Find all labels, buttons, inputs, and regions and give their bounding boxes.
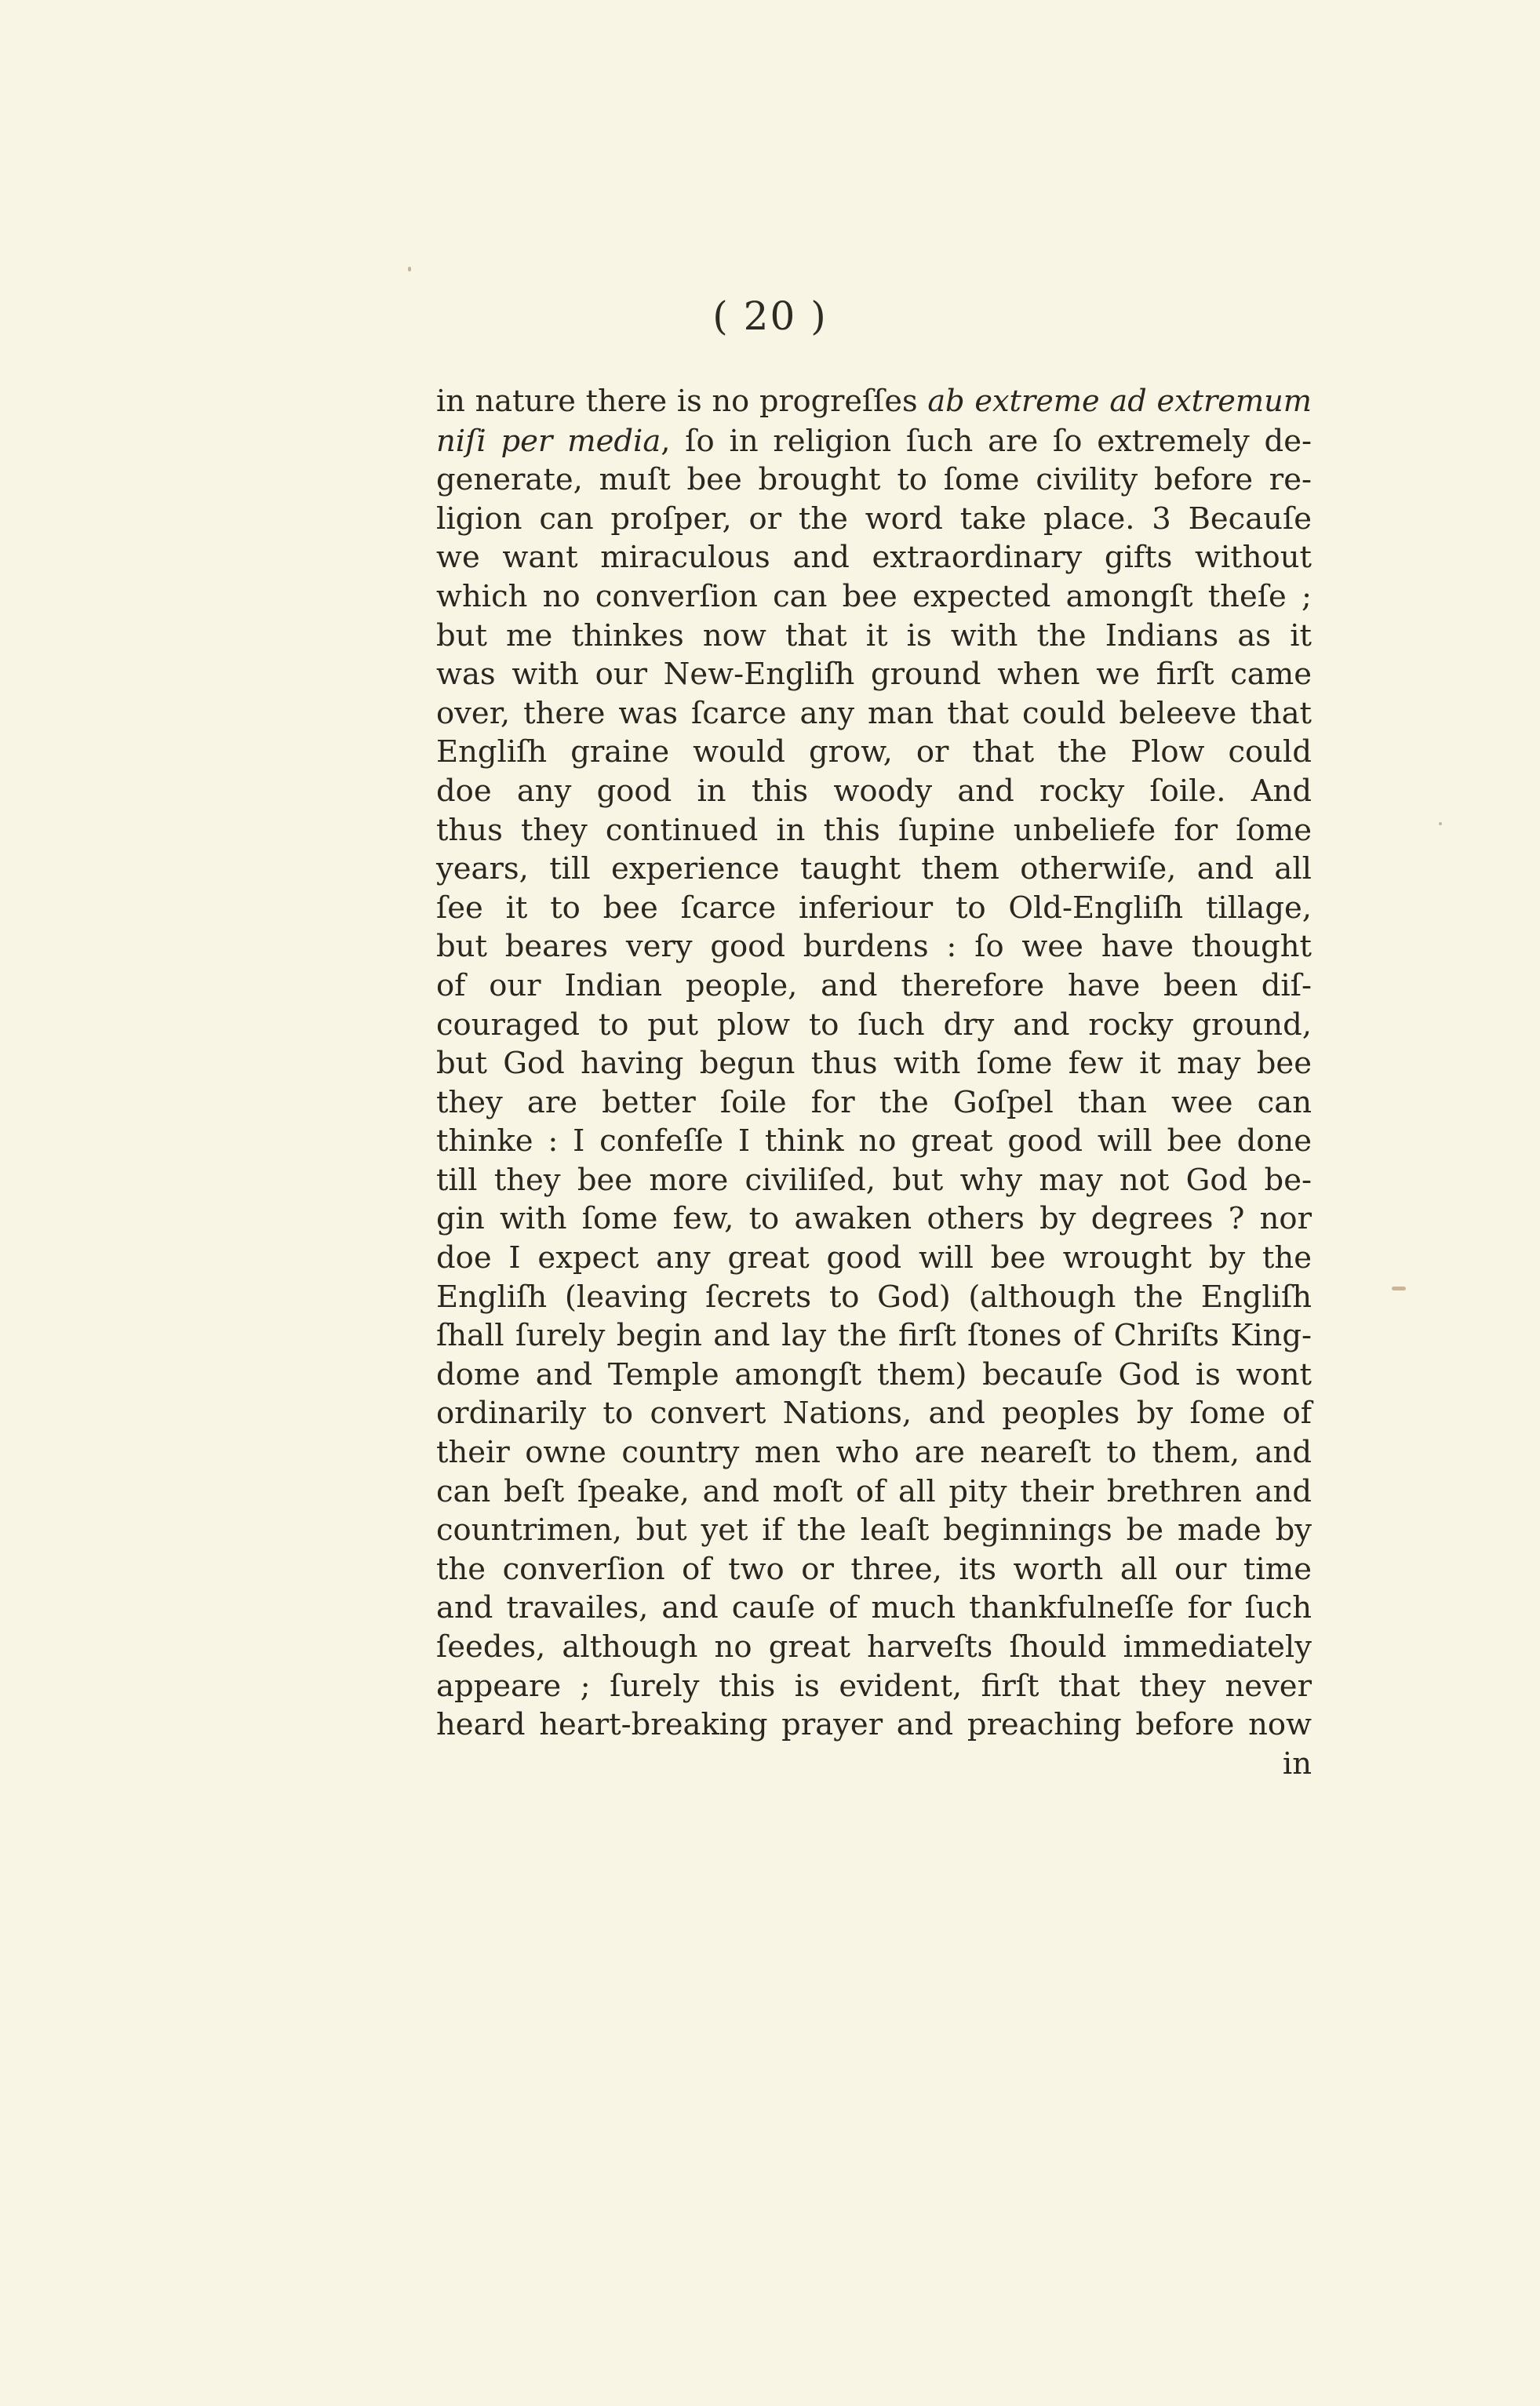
text-line [436,1161,1312,1200]
text-line [436,1199,1312,1239]
paper-speck [1439,822,1442,825]
text-line [436,1356,1312,1395]
text-line [436,1316,1312,1356]
paper-speck [408,267,411,271]
text-run: gin with ſome few, to awaken others by degrees ? nor [436,1201,1312,1237]
text-line [436,694,1312,733]
text-line [436,1667,1312,1706]
text-run: can beſt ſpeake, and moſt of all pity their brethren and [436,1473,1312,1509]
text-line [436,1006,1312,1045]
text-run: thus they continued in this ſupine unbeliefe for ſome [436,812,1312,848]
text-line [436,927,1312,966]
text-line [436,1239,1312,1278]
text-line [436,811,1312,850]
text-line [436,383,1312,422]
text-line [436,577,1312,617]
text-run: and travailes, and cauſe of much thankfulneſſe for ſuch [436,1590,1312,1626]
text-line [436,1472,1312,1512]
text-run: they are better ſoile for the Goſpel than wee can [436,1084,1312,1120]
text-run: dome and Temple amongſt them) becauſe God is wont [436,1356,1312,1392]
text-line [436,538,1312,577]
text-run: ſhall ſurely begin and lay the firſt ſtones of Chriſts King- [436,1318,1312,1354]
text-line [436,889,1312,928]
text-line [436,422,1312,461]
text-run: over, there was ſcarce any man that could beleeve that [436,695,1312,731]
text-run: the converſion of two or three, its worth all our time [436,1551,1312,1587]
text-run: doe I expect any great good will bee wrought by the [436,1240,1312,1276]
text-run: but God having begun thus with ſome few it may bee [436,1046,1312,1082]
text-run: countrimen, but yet if the leaſt beginnings be made by [436,1512,1312,1549]
text-line [436,1550,1312,1589]
text-run: heard heart-breaking prayer and preaching before now [436,1707,1312,1743]
text-line [436,655,1312,694]
text-run: till they bee more civiliſed, but why may not God be- [436,1162,1312,1198]
text-run: generate, muſt bee brought to ſome civility before re- [436,462,1312,498]
text-run: Engliſh graine would grow, or that the Plow could [436,734,1312,770]
text-run: but beares very good burdens : ſo wee have thought [436,929,1312,965]
text-line [436,1083,1312,1123]
text-line [436,1628,1312,1667]
text-run: appeare ; ſurely this is evident, firſt that they never [436,1668,1312,1704]
paper-speck [1392,1287,1406,1290]
text-run: years, till experience taught them otherwiſe, and all [436,851,1312,887]
text-run: which no converſion can bee expected amongſt theſe ; [436,578,1312,614]
body-text [436,383,1312,1783]
text-run: ordinarily to convert Nations, and peoples by ſome of [436,1396,1312,1432]
text-line [436,1044,1312,1083]
text-run: Engliſh (leaving ſecrets to God) (although the Engliſh [436,1279,1312,1315]
text-line [436,1705,1312,1745]
text-run: couraged to put plow to ſuch dry and rocky ground, [436,1006,1312,1043]
text-run: was with our New-Engliſh ground when we firſt came [436,657,1312,693]
text-line [436,1511,1312,1550]
text-run: thinke : I confeſſe I think no great good will bee done [436,1123,1312,1159]
text-run: ſeedes, although no great harveſts ſhould immediately [436,1629,1312,1665]
text-run: but me thinkes now that it is with the Indians as it [436,617,1312,653]
text-line [436,460,1312,500]
italic-phrase: ab extreme ad extremum [927,384,1312,419]
text-run: we want miraculous and extraordinary gifts without [436,540,1312,576]
text-line [436,1394,1312,1433]
text-line [436,500,1312,539]
text-line [436,1433,1312,1472]
text-run: ſee it to bee ſcarce inferiour to Old-Engliſh tillage, [436,890,1312,926]
text-run: their owne country men who are neareſt to them, and [436,1435,1312,1471]
text-run: of our Indian people, and therefore have been diſ- [436,967,1312,1003]
text-run: in nature there is no progreſſes [436,384,928,419]
text-line [436,733,1312,772]
text-line [436,772,1312,811]
text-line [436,1278,1312,1317]
italic-phrase: niſi per media [436,423,661,459]
text-line [436,966,1312,1006]
text-line [436,850,1312,889]
text-line [436,1589,1312,1628]
text-run: ligion can proſper, or the word take place. 3 Becauſe [436,500,1312,537]
text-run: doe any good in this woody and rocky ſoile. And [436,773,1312,809]
text-line [436,617,1312,656]
catchword: in [1282,1745,1312,1782]
page-number: ( 20 ) [712,293,828,339]
text-run: , ſo in religion ſuch are ſo extremely de- [661,423,1312,459]
text-line [436,1122,1312,1161]
